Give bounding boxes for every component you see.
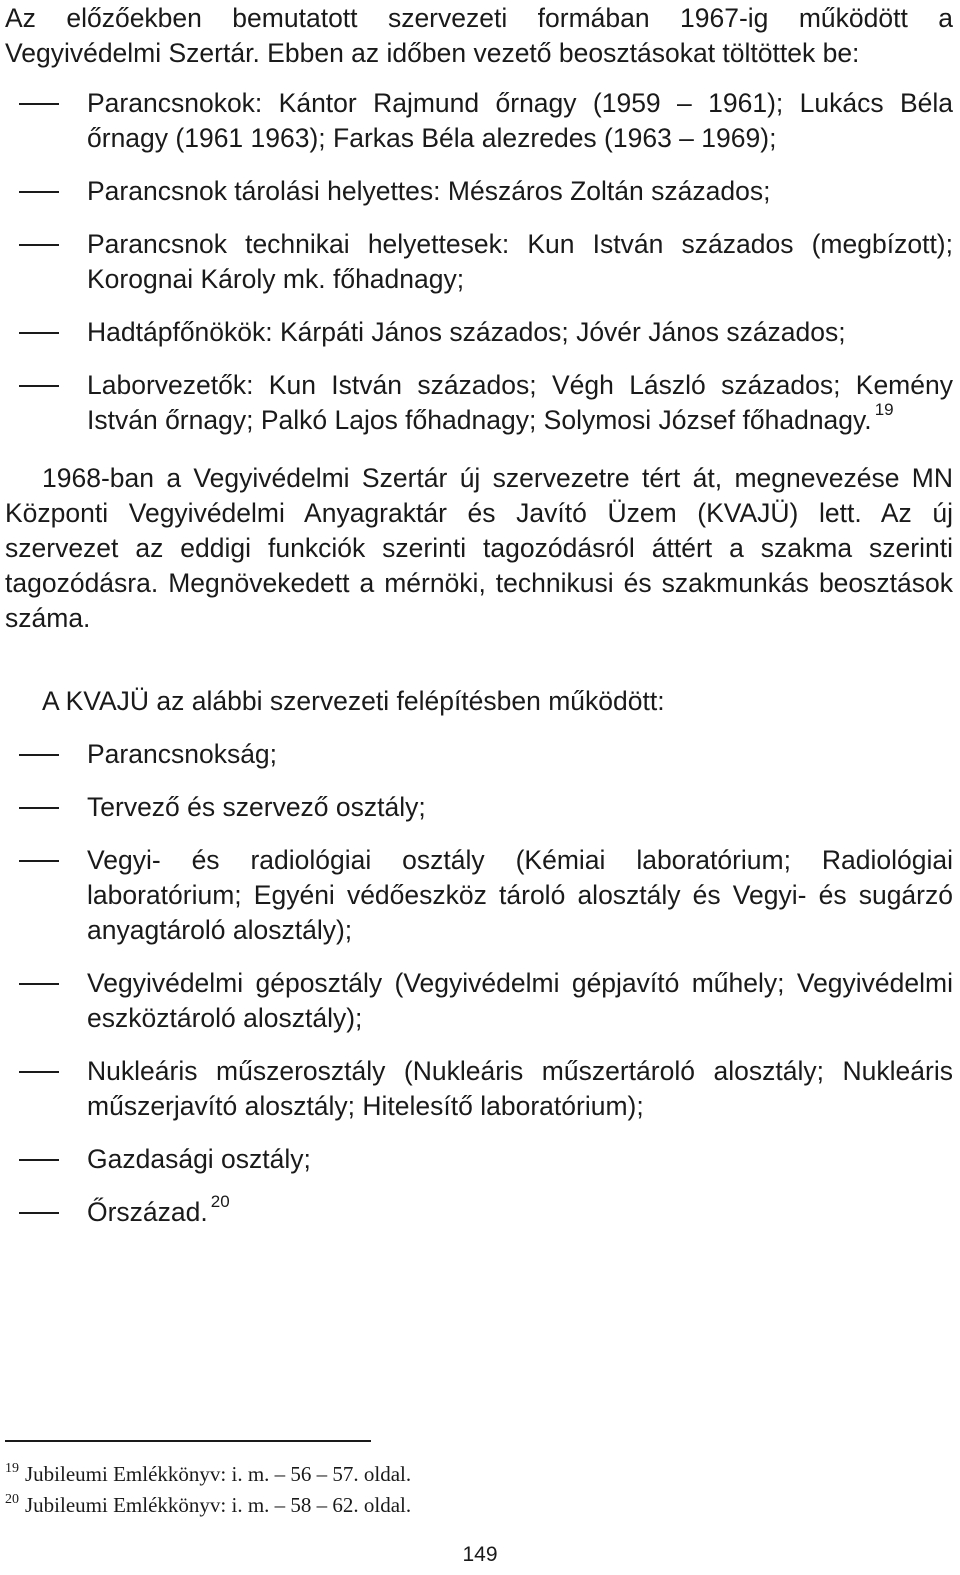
document-page <box>5 0 953 1230</box>
footnote-ref-19[interactable]: 19 <box>874 400 894 419</box>
list-item-text: Tervező és szervező osztály; <box>87 792 426 822</box>
footnote-text: Jubileumi Emlékkönyv: i. m. – 56 – 57. oldal. <box>25 1462 412 1486</box>
footnotes <box>5 1459 411 1521</box>
dash-bullet-icon <box>19 191 59 193</box>
list-item-text: Parancsnok tárolási helyettes: Mészáros Zoltán százados; <box>87 176 771 206</box>
units-list-item <box>5 1054 953 1124</box>
leaders-list-item <box>5 315 953 350</box>
list-item-text: Gazdasági osztály; <box>87 1144 311 1174</box>
intro-paragraph: Az előzőekben bemutatott szervezeti formában 1967-ig működött a Vegyivédelmi Szertár. Ebben az időben vezető beosztásokat töltöttek be: <box>5 3 953 68</box>
footnote-20 <box>5 1490 411 1521</box>
leaders-list <box>5 86 953 438</box>
list-item-text: Parancsnokság; <box>87 739 278 769</box>
paragraph-kvaju-structure: A KVAJÜ az alábbi szervezeti felépítésben működött: <box>42 686 665 716</box>
units-list-item <box>5 1192 953 1230</box>
dash-bullet-icon <box>19 385 59 387</box>
dash-bullet-icon <box>19 860 59 862</box>
leaders-list-item <box>5 368 953 438</box>
leaders-list-item <box>5 227 953 297</box>
list-item-text: Hadtápfőnökök: Kárpáti János százados; Jóvér János százados; <box>87 317 846 347</box>
page-number: 149 <box>462 1543 498 1566</box>
units-list-item <box>5 790 953 825</box>
list-item-text: Parancsnok technikai helyettesek: Kun István százados (megbízott); Korognai Károly mk. főhadnagy; <box>87 229 953 294</box>
list-item-text: Laborvezetők: Kun István százados; Végh László százados; Kemény István őrnagy; Palkó Lajos főhadnagy; Solymosi József főhadnagy. <box>87 370 953 435</box>
footnote-separator <box>5 1440 371 1442</box>
list-item-text: Nukleáris műszerosztály (Nukleáris műszertároló alosztály; Nukleáris műszerjavító alosztály; Hitelesítő laboratórium); <box>87 1056 953 1121</box>
units-list-item <box>5 1142 953 1177</box>
units-list-item <box>5 737 953 772</box>
dash-bullet-icon <box>19 103 59 105</box>
dash-bullet-icon <box>19 807 59 809</box>
dash-bullet-icon <box>19 244 59 246</box>
footnote-number: 20 <box>5 1492 19 1507</box>
footnote-number: 19 <box>5 1461 19 1476</box>
footnote-19 <box>5 1459 411 1490</box>
leaders-list-item <box>5 86 953 156</box>
units-list-item <box>5 966 953 1036</box>
list-item-text: Parancsnokok: Kántor Rajmund őrnagy (1959 – 1961); Lukács Béla őrnagy (1961 1963); Farkas Béla alezredes (1963 – 1969); <box>87 88 953 153</box>
dash-bullet-icon <box>19 1071 59 1073</box>
footnote-text: Jubileumi Emlékkönyv: i. m. – 58 – 62. oldal. <box>25 1493 412 1517</box>
dash-bullet-icon <box>19 983 59 985</box>
list-item-text: Vegyi- és radiológiai osztály (Kémiai laboratórium; Radiológiai laboratórium; Egyéni védőeszköz tároló alosztály és Vegyi- és sugárzó anyagtároló alosztály); <box>87 845 953 945</box>
list-item-text: Vegyivédelmi géposztály (Vegyivédelmi gépjavító műhely; Vegyivédelmi eszköztároló alosztály); <box>87 968 953 1033</box>
dash-bullet-icon <box>19 332 59 334</box>
dash-bullet-icon <box>19 1159 59 1161</box>
dash-bullet-icon <box>19 754 59 756</box>
units-list-item <box>5 843 953 948</box>
dash-bullet-icon <box>19 1212 59 1214</box>
footnote-ref-20[interactable]: 20 <box>210 1192 230 1211</box>
leaders-list-item <box>5 174 953 209</box>
list-item-text: Őrszázad. <box>87 1197 208 1227</box>
units-list <box>5 737 953 1230</box>
paragraph-1968: 1968-ban a Vegyivédelmi Szertár új szervezetre tért át, megnevezése MN Központi Vegyivédelmi Anyagraktár és Javító Üzem (KVAJÜ) lett. Az új szervezet az eddigi funkciók szerinti tagozódásról áttért a szakma szerinti tagozódásra. Megnövekedett a mérnöki, technikusi és szakmunkás beosztások száma. <box>5 463 953 633</box>
